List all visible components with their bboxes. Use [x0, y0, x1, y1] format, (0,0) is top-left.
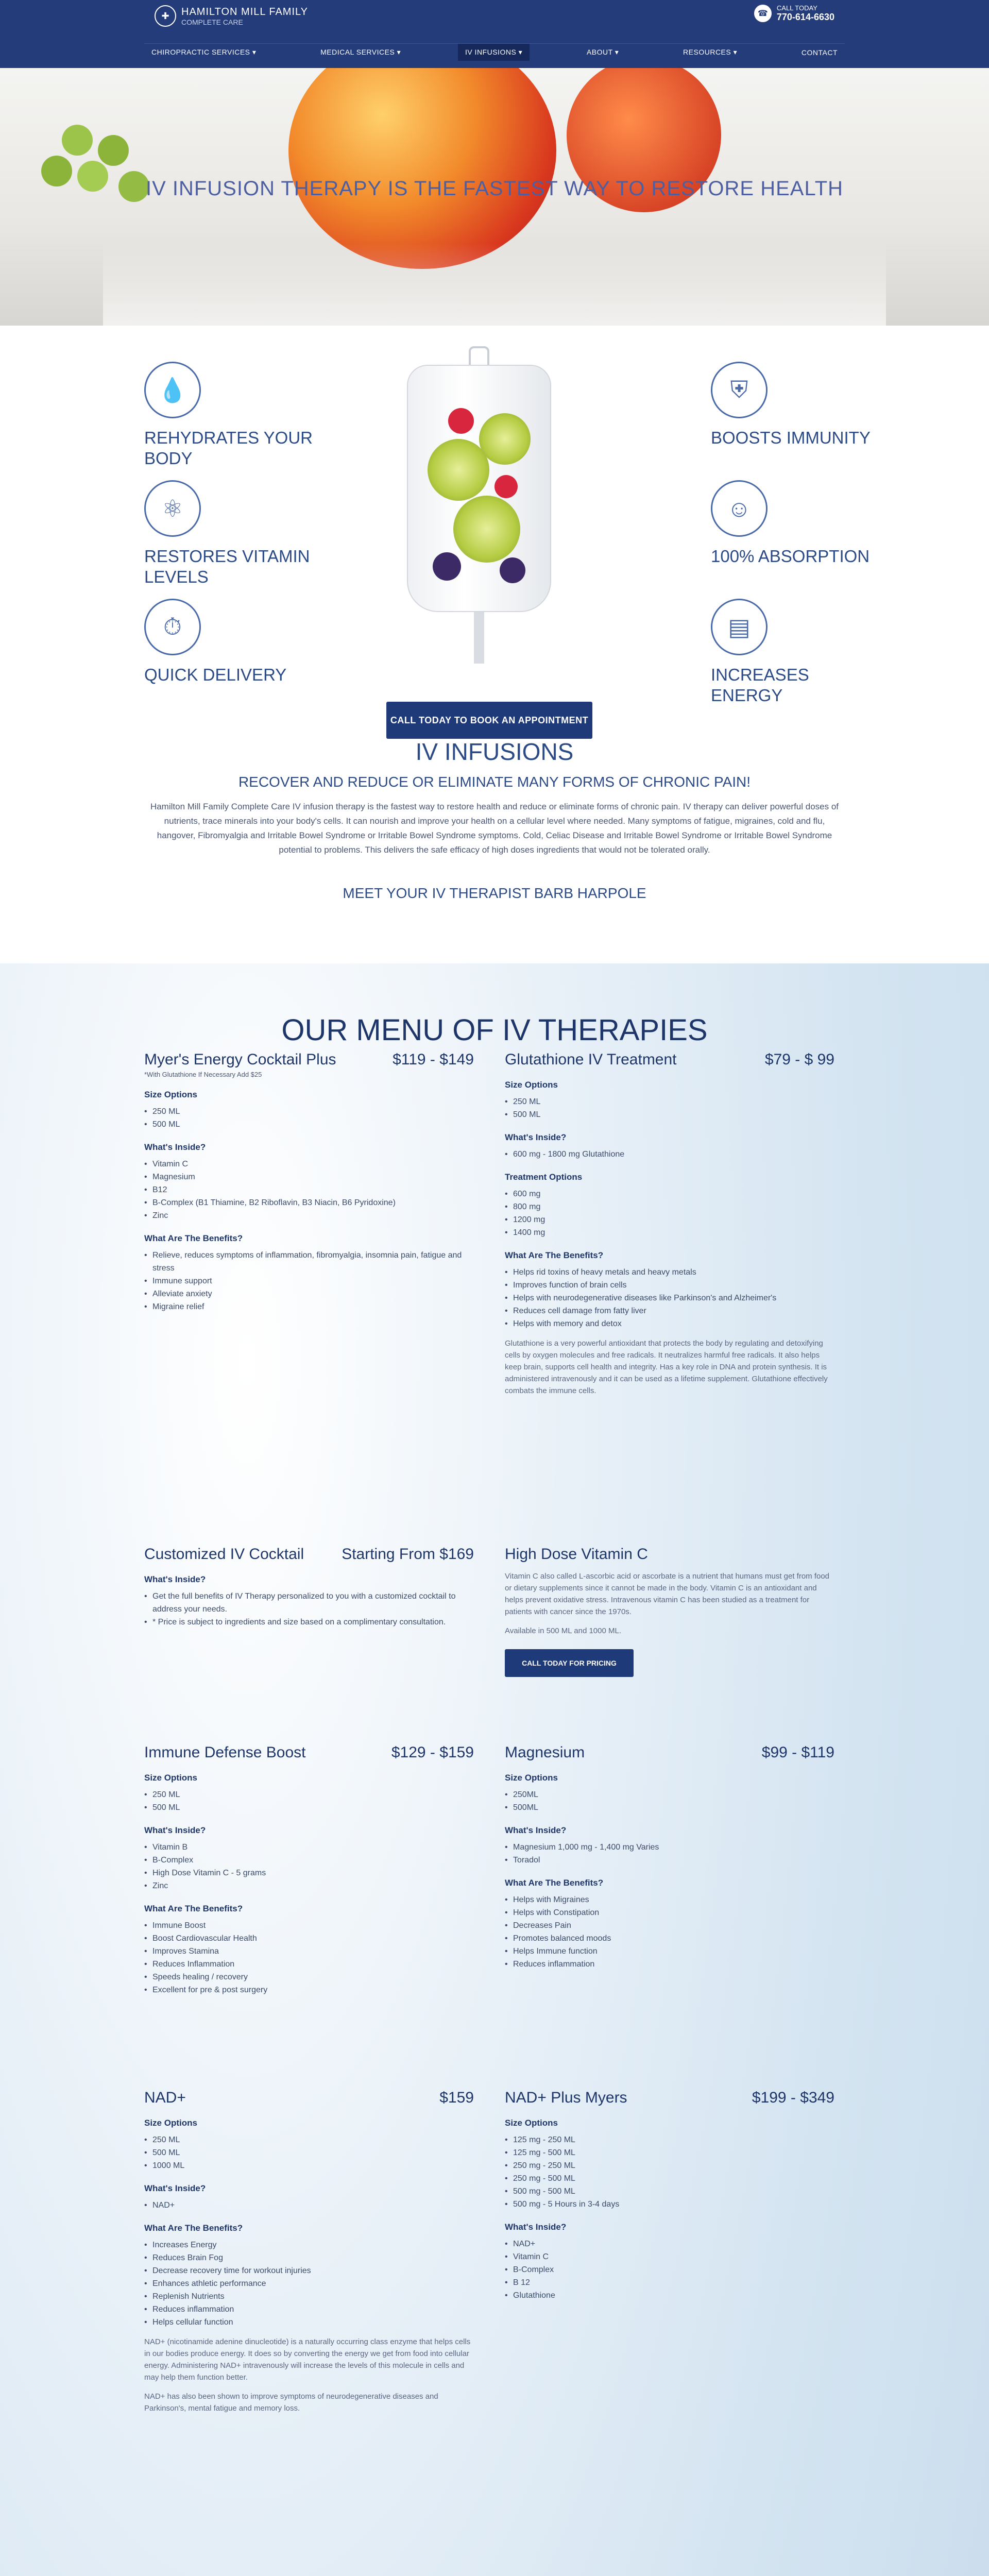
- therapy-name: Myer's Energy Cocktail Plus: [144, 1051, 336, 1068]
- nav-contact[interactable]: CONTACT: [801, 48, 838, 57]
- section-list: [505, 1841, 834, 1867]
- feature-immunity: ⛨ BOOSTS IMMUNITY: [711, 362, 881, 480]
- grapes-image: [62, 125, 93, 156]
- therapy-card: [505, 2089, 834, 2302]
- section-label: What Are The Benefits?: [144, 1233, 243, 1243]
- list-item: • Toradol: [505, 1854, 834, 1867]
- list-item: • Vitamin B: [144, 1841, 474, 1854]
- therapy-note: Glutathione is a very powerful antioxidant that protects the body by regulating and detoxifying cells by oxygen molecules and free radicals. It neutralizes harmful free radicals. It also helps keep brain, supports cell health and integrity. Has a key role in DNA and protein synthesis. It is administered intravenously and it can be used as a lifetime supplement. Glutathione effectively combats the immune cells.: [505, 1339, 828, 1395]
- brand-logo[interactable]: [155, 5, 308, 27]
- list-item: • Improves Stamina: [144, 1945, 474, 1958]
- section-label: What's Inside?: [144, 1825, 206, 1835]
- shield-icon: ⛨: [711, 362, 768, 418]
- therapy-card: [505, 1051, 834, 1397]
- list-item: • 500 ML: [144, 1118, 474, 1131]
- section-label: Size Options: [144, 1773, 197, 1783]
- section-label: What Are The Benefits?: [144, 2223, 243, 2233]
- therapy-note: Available in 500 ML and 1000 ML.: [505, 1626, 621, 1635]
- nav-medical[interactable]: MEDICAL SERVICES ▾: [320, 48, 401, 56]
- therapy-name: NAD+: [144, 2089, 186, 2106]
- list-item: • NAD+: [144, 2199, 474, 2212]
- list-item: • Zinc: [144, 1879, 474, 1892]
- therapy-price: $129 - $159: [391, 1744, 474, 1761]
- list-item: • Zinc: [144, 1209, 474, 1222]
- iv-paragraph: Hamilton Mill Family Complete Care IV infusion therapy is the fastest way to restore health and reduce or eliminate forms of chronic pain. IV therapy can deliver powerful doses of nutrients, trace minerals into your body's cells. It can nourish and improve your health on a cellular level where needed. Many symptoms of fatigue, migraines, cold and flu, hangover, Fibromyalgia and Irritable Bowel Syndrome or Irritable Bowel Syndrome symptoms. Cold, Celiac Disease and Irritable Bowel Syndrome or Irritable Bowel Syndrome potential to problems. This delivers the safe efficacy of high doses ingredients that would not be tolerated orally.: [150, 802, 839, 855]
- feature-restores: ⚛ RESTORES VITAMIN LEVELS: [144, 480, 314, 599]
- list-item: • Helps cellular function: [144, 2316, 474, 2329]
- list-item: • Migraine relief: [144, 1300, 474, 1313]
- list-item: • 1000 ML: [144, 2159, 474, 2172]
- section-label: Size Options: [505, 1080, 558, 1090]
- therapy-price: $199 - $349: [752, 2089, 834, 2106]
- call-pricing-button[interactable]: CALL TODAY FOR PRICING: [505, 1649, 634, 1677]
- section-label: What's Inside?: [505, 1825, 567, 1835]
- list-item: • 250 mg - 500 ML: [505, 2172, 834, 2185]
- list-item: • Magnesium: [144, 1171, 474, 1183]
- section-list: [144, 1249, 474, 1313]
- list-item: • Helps with Constipation: [505, 1906, 834, 1919]
- bar-chart-icon: ▤: [711, 599, 768, 655]
- list-item: • Improves function of brain cells: [505, 1279, 834, 1292]
- iv-bag-image: [407, 346, 551, 666]
- section-label: What's Inside?: [144, 1574, 206, 1584]
- therapy-price: $79 - $ 99: [764, 1051, 834, 1068]
- feature-energy: ▤ INCREASES ENERGY: [711, 599, 881, 717]
- list-item: • Helps Immune function: [505, 1945, 834, 1958]
- therapy-name: NAD+ Plus Myers: [505, 2089, 627, 2106]
- iv-title: IV INFUSIONS: [415, 738, 574, 765]
- list-item: • Vitamin C: [144, 1158, 474, 1171]
- list-item: • 250 ML: [144, 1788, 474, 1801]
- list-item: • 800 mg: [505, 1200, 834, 1213]
- list-item: • B-Complex: [144, 1854, 474, 1867]
- list-item: • 500 mg - 5 Hours in 3-4 days: [505, 2198, 834, 2211]
- section-list: [144, 1158, 474, 1222]
- list-item: • Increases Energy: [144, 2239, 474, 2251]
- section-list: [505, 1788, 834, 1814]
- section-label: What's Inside?: [505, 2222, 567, 2232]
- list-item: • Reduces cell damage from fatty liver: [505, 1304, 834, 1317]
- therapy-price: $119 - $149: [393, 1051, 474, 1068]
- logo-mark-icon: ✚: [155, 5, 176, 27]
- therapy-card: [144, 1744, 474, 1996]
- therapy-name: Customized IV Cocktail: [144, 1546, 304, 1563]
- therapy-card: [144, 1051, 474, 1313]
- therapy-price: $159: [439, 2089, 474, 2106]
- section-list: [144, 1841, 474, 1892]
- therapy-card: [505, 1546, 834, 1677]
- list-item: • * Price is subject to ingredients and size based on a complimentary consultation.: [144, 1616, 474, 1629]
- therapy-card: [144, 1546, 474, 1629]
- therapy-name: Immune Defense Boost: [144, 1744, 306, 1761]
- call-today[interactable]: [754, 4, 834, 23]
- therapy-price: Starting From $169: [342, 1546, 474, 1563]
- list-item: • Reduces Brain Fog: [144, 2251, 474, 2264]
- stopwatch-icon: ⏱: [144, 599, 201, 655]
- section-list: [505, 1148, 834, 1161]
- therapy-note: Vitamin C also called L-ascorbic acid or ascorbate is a nutrient that humans must get from food or dietary supplements since it cannot be made in the body. Vitamin C is an antioxidant and helps prevent oxidative stress. Intravenous vitamin C has been studied as a treatment for patients with cancer since the 1970s.: [505, 1572, 830, 1616]
- list-item: • 1400 mg: [505, 1226, 834, 1239]
- list-item: • 125 mg - 500 ML: [505, 2146, 834, 2159]
- list-item: • Reduces Inflammation: [144, 1958, 474, 1971]
- section-label: What's Inside?: [144, 1142, 206, 1152]
- list-item: • Boost Cardiovascular Health: [144, 1932, 474, 1945]
- call-label: CALL TODAY: [776, 4, 817, 12]
- list-item: • 500 mg - 500 ML: [505, 2185, 834, 2198]
- therapy-name: Glutathione IV Treatment: [505, 1051, 677, 1068]
- brand-line1: HAMILTON MILL FAMILY: [181, 6, 308, 18]
- section-label: What Are The Benefits?: [505, 1878, 604, 1888]
- list-item: • 250 ML: [144, 2133, 474, 2146]
- list-item: • Promotes balanced moods: [505, 1932, 834, 1945]
- section-list: [144, 1590, 474, 1629]
- list-item: • Immune Boost: [144, 1919, 474, 1932]
- therapy-price: $99 - $119: [761, 1744, 834, 1761]
- site-header: [0, 0, 989, 68]
- section-list: [505, 1095, 834, 1121]
- menu-title: OUR MENU OF IV THERAPIES: [281, 1013, 708, 1047]
- therapy-note: NAD+ (nicotinamide adenine dinucleotide) is a naturally occurring class enzyme that helps cells in our bodies produce energy. It does so by converting the energy we get from food into cellular energy. Administering NAD+ intravenously will increase the levels of this molecule in cells and may help them function better.: [144, 2337, 471, 2382]
- list-item: • NAD+: [505, 2238, 834, 2250]
- section-list: [144, 2133, 474, 2172]
- list-item: • Get the full benefits of IV Therapy personalized to you with a customized cocktail to address your needs.: [144, 1590, 474, 1616]
- feature-absorption: ☺ 100% ABSORPTION: [711, 480, 881, 599]
- list-item: • B-Complex: [505, 2263, 834, 2276]
- list-item: • 600 mg - 1800 mg Glutathione: [505, 1148, 834, 1161]
- list-item: • Speeds healing / recovery: [144, 1971, 474, 1984]
- features-section: [0, 326, 989, 738]
- list-item: • B12: [144, 1183, 474, 1196]
- iv-menu-section: [0, 963, 989, 2576]
- list-item: • B-Complex (B1 Thiamine, B2 Riboflavin, B3 Niacin, B6 Pyridoxine): [144, 1196, 474, 1209]
- call-number[interactable]: 770-614-6630: [776, 12, 834, 22]
- section-label: What's Inside?: [144, 2183, 206, 2193]
- section-list: [144, 1105, 474, 1131]
- section-list: [505, 2238, 834, 2302]
- nav-iv-infusions[interactable]: IV INFUSIONS ▾: [458, 44, 530, 61]
- therapy-name: Magnesium: [505, 1744, 585, 1761]
- list-item: • Relieve, reduces symptoms of inflammation, fibromyalgia, insomnia pain, fatigue and stress: [144, 1249, 474, 1275]
- list-item: • 500 ML: [505, 1108, 834, 1121]
- section-label: What's Inside?: [505, 1132, 567, 1142]
- list-item: • Vitamin C: [505, 2250, 834, 2263]
- section-list: [144, 2199, 474, 2212]
- list-item: • Immune support: [144, 1275, 474, 1287]
- therapy-card: [505, 1744, 834, 1971]
- section-label: Size Options: [144, 2118, 197, 2128]
- list-item: • Decreases Pain: [505, 1919, 834, 1932]
- list-item: • 250 ML: [505, 1095, 834, 1108]
- book-appointment-button[interactable]: CALL TODAY TO BOOK AN APPOINTMENT: [386, 702, 592, 739]
- list-item: • Reduces inflammation: [144, 2303, 474, 2316]
- section-list: [505, 2133, 834, 2211]
- nav-about[interactable]: ABOUT ▾: [586, 48, 619, 56]
- water-splash: [103, 243, 886, 326]
- list-item: • High Dose Vitamin C - 5 grams: [144, 1867, 474, 1879]
- hero-title: IV INFUSION THERAPY IS THE FASTEST WAY TO RESTORE HEALTH: [145, 177, 844, 200]
- section-label: Size Options: [505, 2118, 558, 2128]
- list-item: • 1200 mg: [505, 1213, 834, 1226]
- section-list: [144, 2239, 474, 2329]
- section-label: What Are The Benefits?: [144, 1904, 243, 1913]
- list-item: • Alleviate anxiety: [144, 1287, 474, 1300]
- list-item: • Reduces inflammation: [505, 1958, 834, 1971]
- nav-resources[interactable]: RESOURCES ▾: [683, 48, 738, 56]
- section-list: [505, 1893, 834, 1971]
- section-list: [505, 1188, 834, 1239]
- section-list: [505, 1266, 834, 1330]
- list-item: • Decrease recovery time for workout injuries: [144, 2264, 474, 2277]
- list-item: • Helps with Migraines: [505, 1893, 834, 1906]
- iv-subtitle: RECOVER AND REDUCE OR ELIMINATE MANY FORMS OF CHRONIC PAIN!: [238, 774, 751, 790]
- list-item: • 500ML: [505, 1801, 834, 1814]
- list-item: • Helps with neurodegenerative diseases like Parkinson's and Alzheimer's: [505, 1292, 834, 1304]
- list-item: • Helps with memory and detox: [505, 1317, 834, 1330]
- nav-chiropractic[interactable]: CHIROPRACTIC SERVICES ▾: [151, 48, 257, 56]
- list-item: • Helps rid toxins of heavy metals and heavy metals: [505, 1266, 834, 1279]
- list-item: • 250 mg - 250 ML: [505, 2159, 834, 2172]
- list-item: • Glutathione: [505, 2289, 834, 2302]
- list-item: • B 12: [505, 2276, 834, 2289]
- list-item: • 250ML: [505, 1788, 834, 1801]
- iv-info-section: [0, 738, 989, 949]
- therapy-note: NAD+ has also been shown to improve symptoms of neurodegenerative diseases and Parkinson's, mental fatigue and memory loss.: [144, 2392, 438, 2413]
- section-label: Treatment Options: [505, 1172, 583, 1182]
- fruit-image: [288, 68, 556, 269]
- brand-line2: COMPLETE CARE: [181, 18, 243, 26]
- section-label: Size Options: [144, 1090, 197, 1099]
- list-item: • 500 ML: [144, 2146, 474, 2159]
- feature-rehydrates: 💧 REHYDRATES YOUR BODY: [144, 362, 314, 480]
- feature-quick: ⏱ QUICK DELIVERY: [144, 599, 314, 717]
- section-label: What Are The Benefits?: [505, 1250, 604, 1260]
- body-icon: ☺: [711, 480, 768, 537]
- list-item: • Excellent for pre & post surgery: [144, 1984, 474, 1996]
- main-nav: [144, 43, 845, 61]
- list-item: • 600 mg: [505, 1188, 834, 1200]
- list-item: • Replenish Nutrients: [144, 2290, 474, 2303]
- molecule-icon: ⚛: [144, 480, 201, 537]
- section-list: [144, 1919, 474, 1996]
- water-drop-icon: 💧: [144, 362, 201, 418]
- phone-icon: ☎: [754, 5, 772, 22]
- therapy-name: High Dose Vitamin C: [505, 1546, 648, 1563]
- list-item: • 125 mg - 250 ML: [505, 2133, 834, 2146]
- hero-banner: [0, 68, 989, 326]
- therapy-card: [144, 2089, 474, 2414]
- iv-therapist-link[interactable]: MEET YOUR IV THERAPIST BARB HARPOLE: [343, 885, 646, 901]
- list-item: • Enhances athletic performance: [144, 2277, 474, 2290]
- therapy-subnote: *With Glutathione If Necessary Add $25: [144, 1071, 262, 1078]
- section-list: [144, 1788, 474, 1814]
- list-item: • 250 ML: [144, 1105, 474, 1118]
- list-item: • 500 ML: [144, 1801, 474, 1814]
- section-label: Size Options: [505, 1773, 558, 1783]
- list-item: • Magnesium 1,000 mg - 1,400 mg Varies: [505, 1841, 834, 1854]
